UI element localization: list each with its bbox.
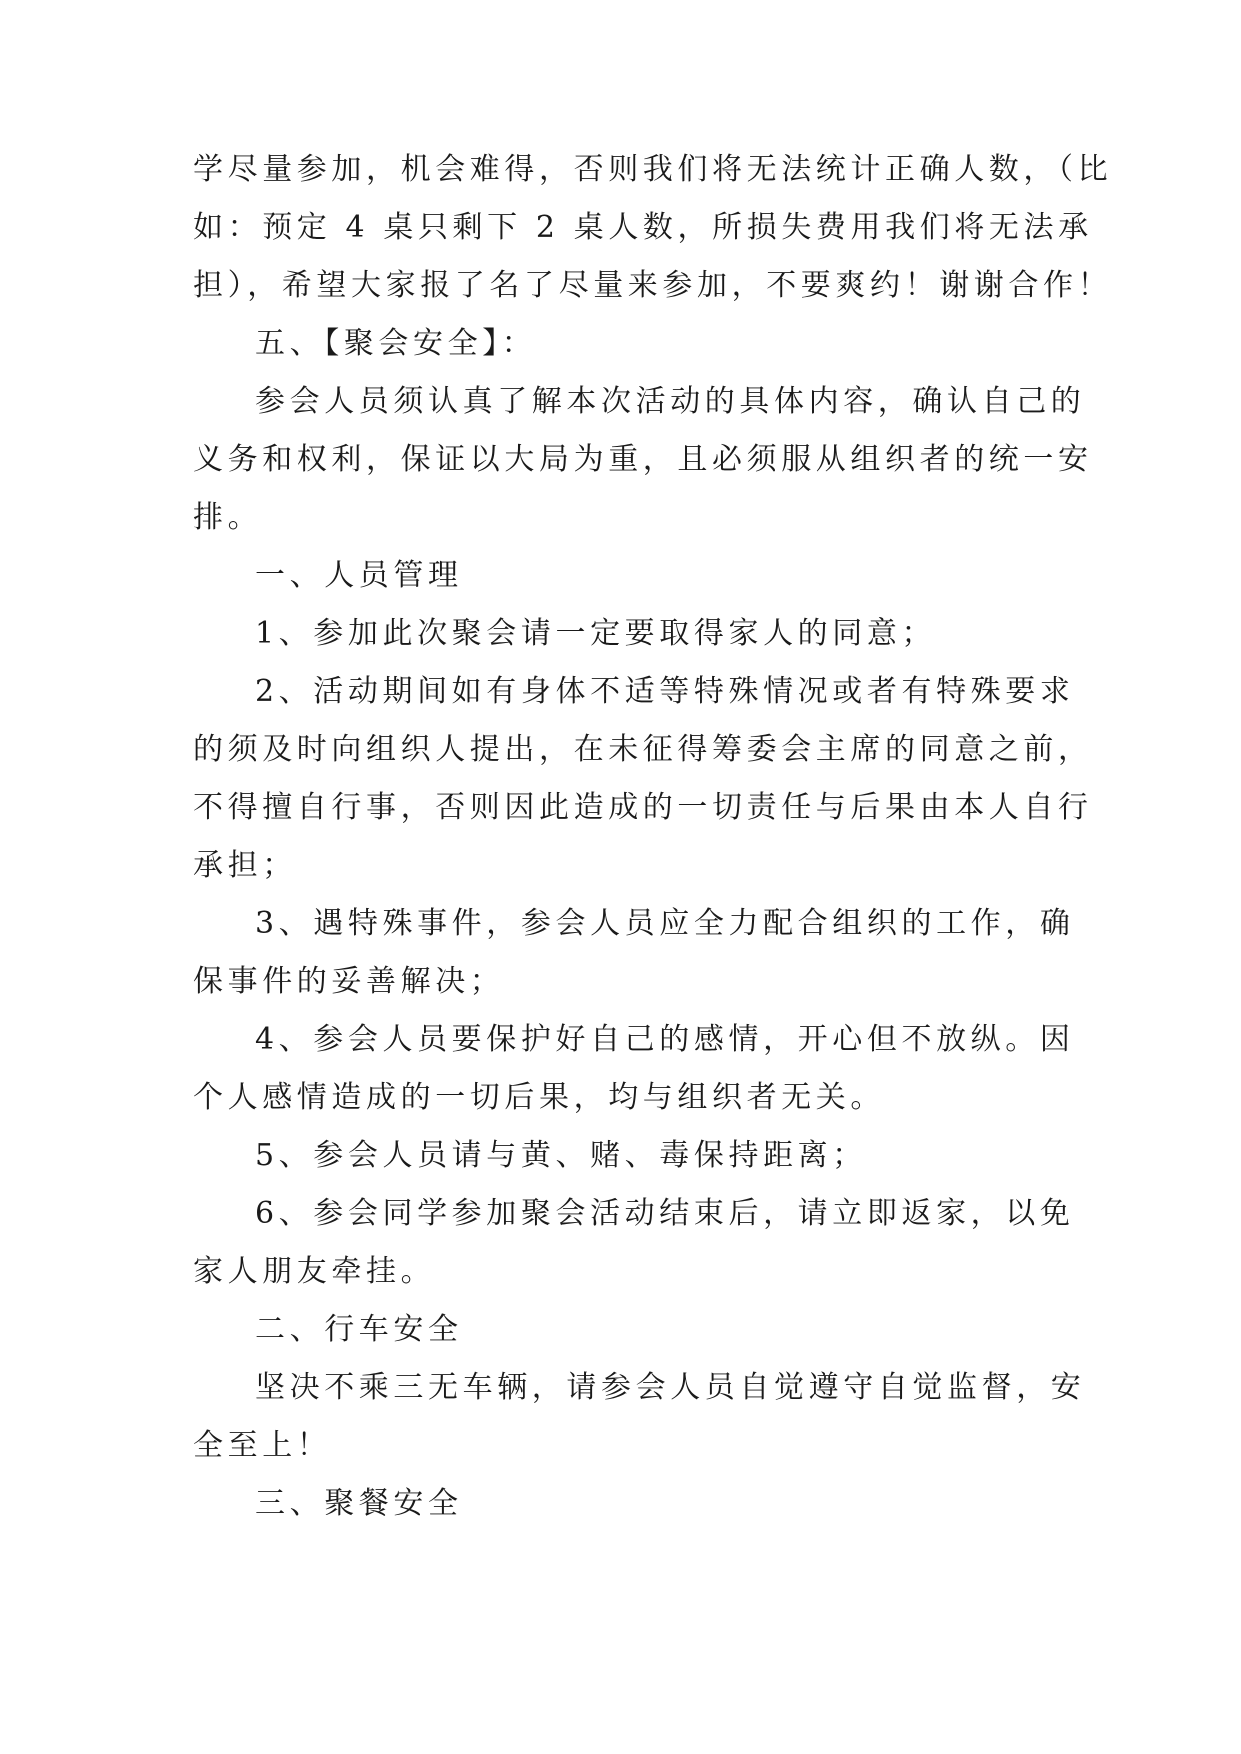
text-line: 义务和权利，保证以大局为重，且必须服从组织者的统一安 xyxy=(193,442,1093,477)
text-line: 不得擅自行事，否则因此造成的一切责任与后果由本人自行 xyxy=(193,790,1093,825)
section-heading: 五、【聚会安全】： xyxy=(255,326,537,361)
text-line: 坚决不乘三无车辆，请参会人员自觉遵守自觉监督，安 xyxy=(255,1370,1086,1405)
text-line: 全至上！ xyxy=(193,1428,332,1463)
text-line: 承担； xyxy=(193,848,297,883)
section-heading: 三、聚餐安全 xyxy=(255,1486,463,1521)
text-line: 如：预定 4 桌只剩下 2 桌人数，所损失费用我们将无法承 xyxy=(193,210,1093,245)
list-item: 1、参加此次聚会请一定要取得家人的同意； xyxy=(255,616,937,651)
text-line: 的须及时向组织人提出，在未征得筹委会主席的同意之前， xyxy=(193,732,1093,767)
text-line: 担），希望大家报了名了尽量来参加，不要爽约！谢谢合作！ xyxy=(193,268,1113,303)
list-item: 4、参会人员要保护好自己的感情，开心但不放纵。因 xyxy=(255,1022,1075,1057)
list-item: 5、参会人员请与黄、赌、毒保持距离； xyxy=(255,1138,867,1173)
section-heading: 二、行车安全 xyxy=(255,1312,463,1347)
text-line: 家人朋友牵挂。 xyxy=(193,1254,436,1289)
list-item: 3、遇特殊事件，参会人员应全力配合组织的工作，确 xyxy=(255,906,1075,941)
text-line: 排。 xyxy=(193,500,263,535)
text-line: 参会人员须认真了解本次活动的具体内容，确认自己的 xyxy=(255,384,1086,419)
list-item: 2、活动期间如有身体不适等特殊情况或者有特殊要求 xyxy=(255,674,1075,709)
list-item: 6、参会同学参加聚会活动结束后，请立即返家，以免 xyxy=(255,1196,1075,1231)
text-line: 保事件的妥善解决； xyxy=(193,964,505,999)
text-line: 学尽量参加，机会难得，否则我们将无法统计正确人数，（比 xyxy=(193,152,1113,187)
section-heading: 一、人员管理 xyxy=(255,558,463,593)
text-line: 个人感情造成的一切后果，均与组织者无关。 xyxy=(193,1080,885,1115)
